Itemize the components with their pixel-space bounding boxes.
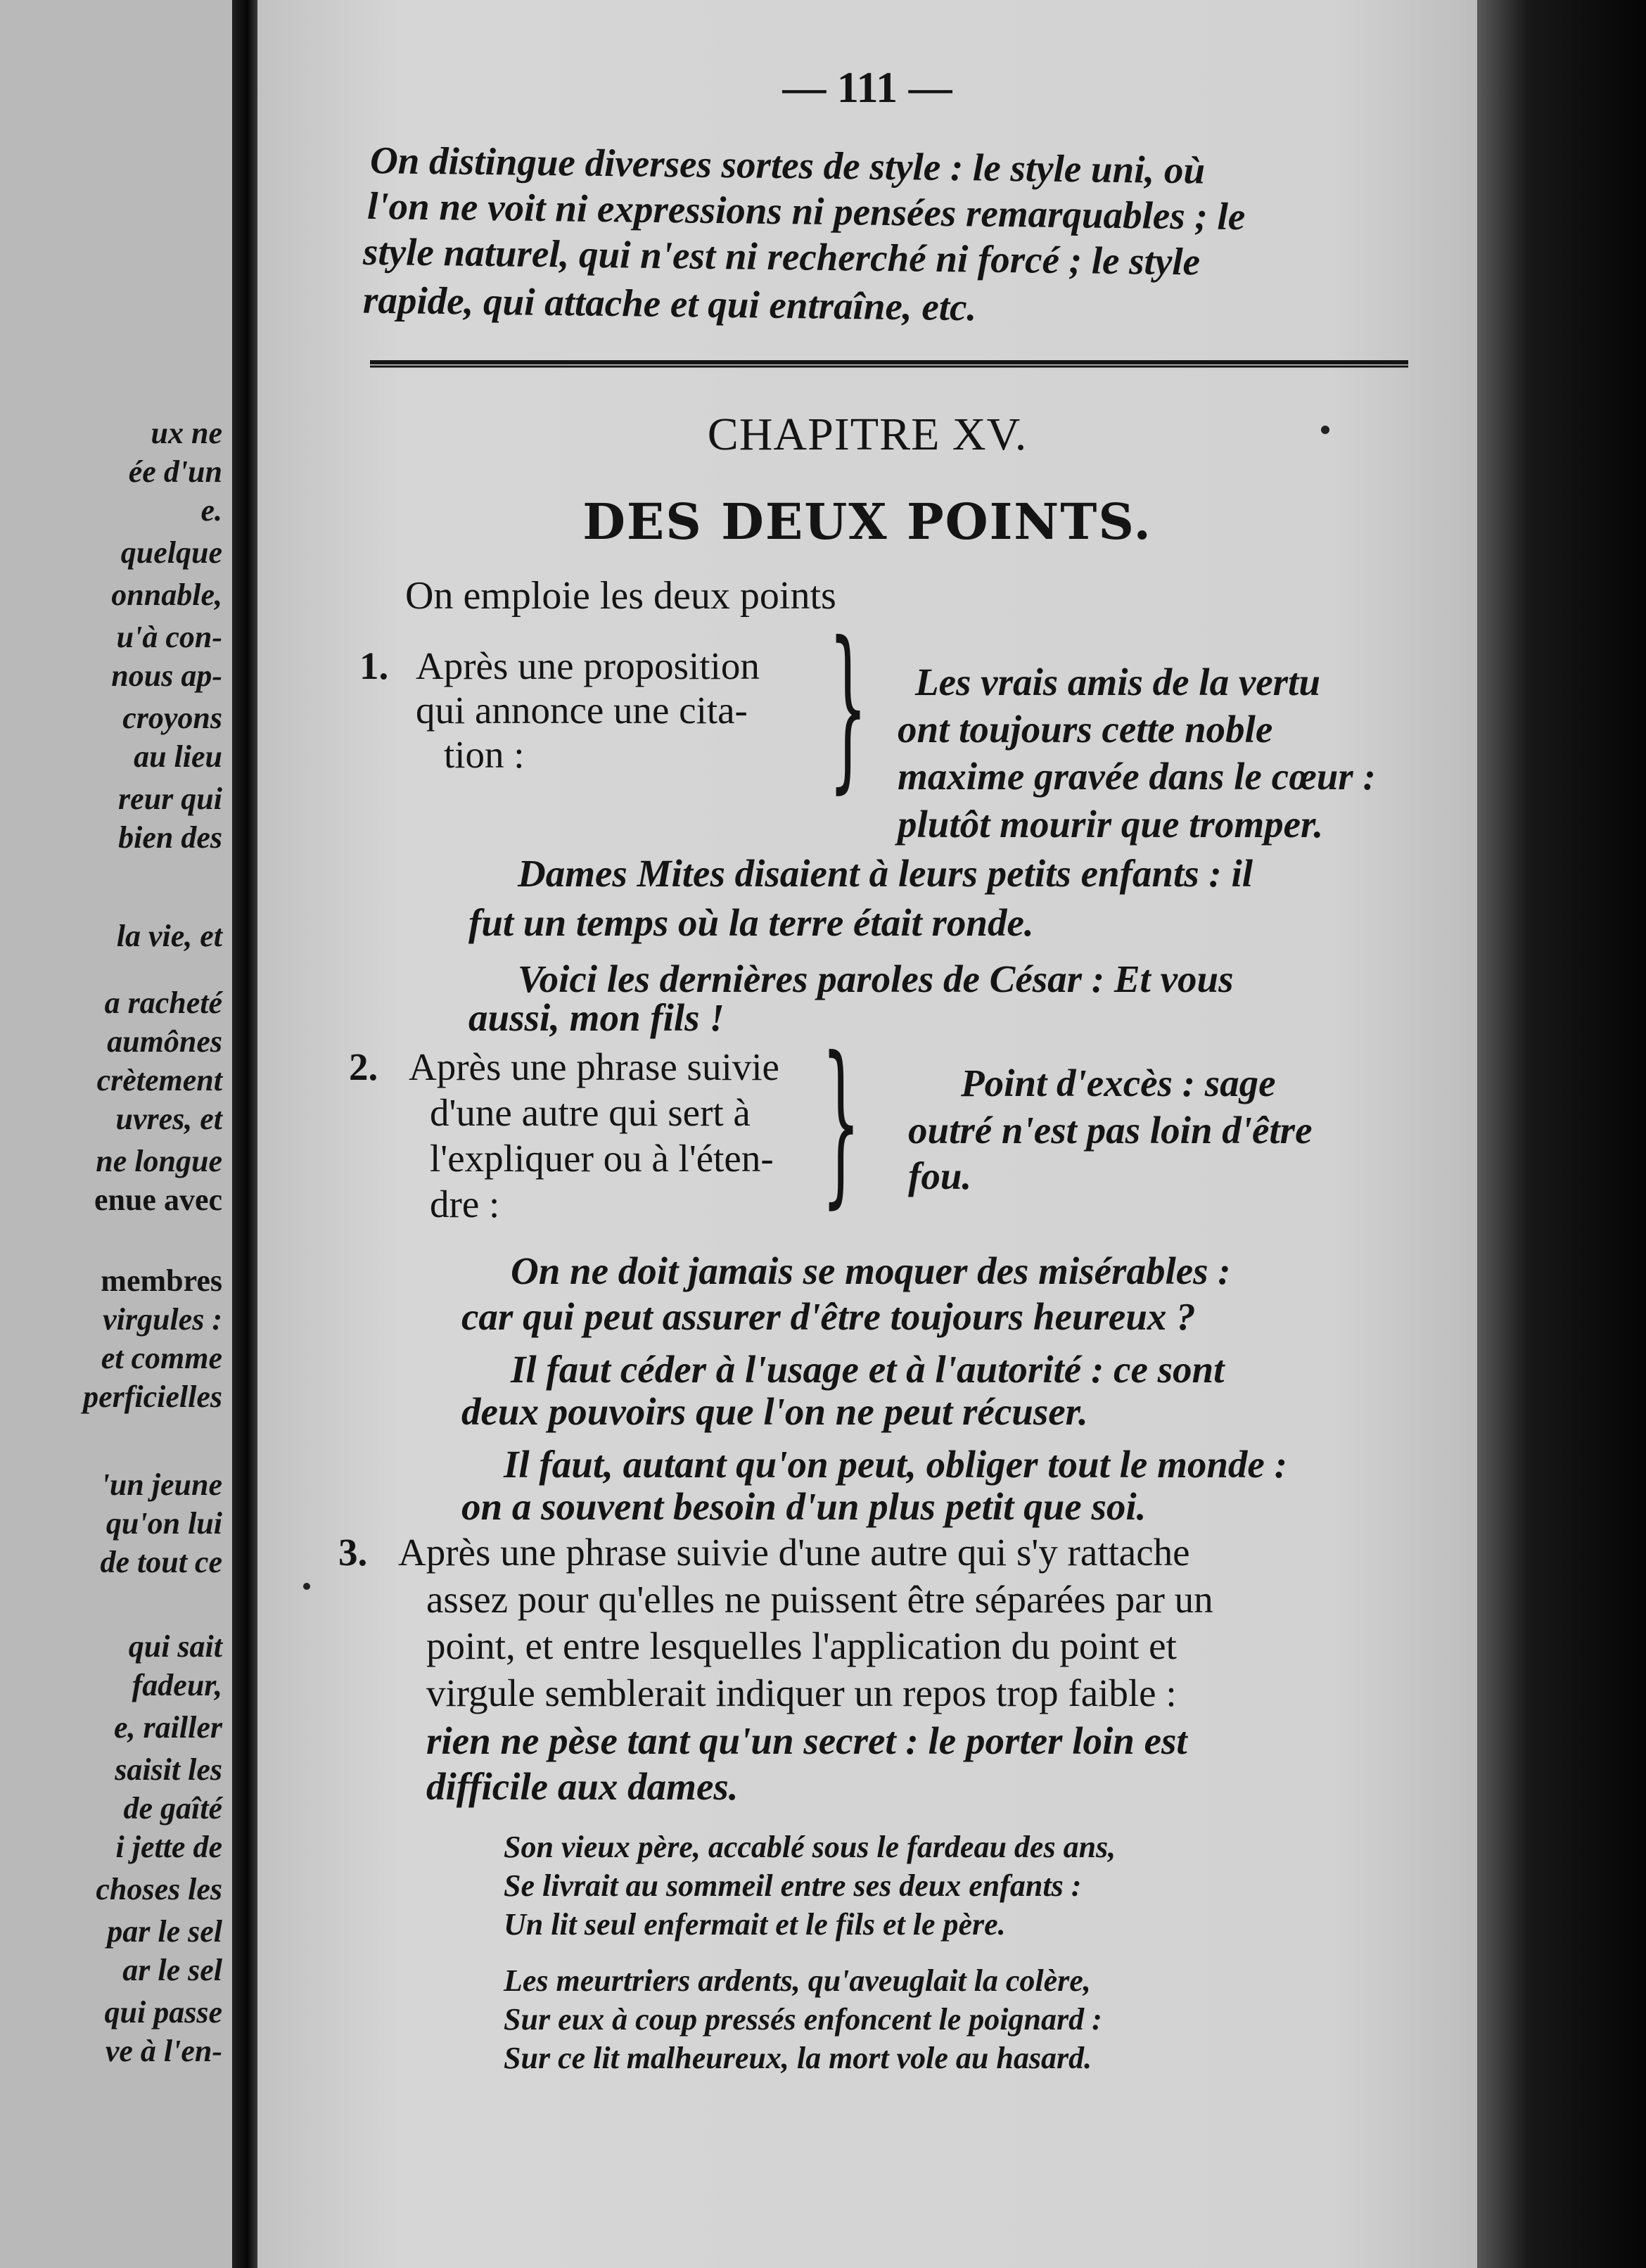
example-line: Dames Mites disaient à leurs petits enfants : il xyxy=(518,852,1253,895)
example-line: difficile aux dames. xyxy=(426,1765,739,1808)
page-edge xyxy=(1477,0,1646,2268)
chapter-title: CHAPITRE XV. xyxy=(707,409,1028,460)
example-line: fut un temps où la terre était ronde. xyxy=(468,901,1034,944)
left-page-text: qui passe xyxy=(104,1995,222,2030)
left-page-text: e. xyxy=(200,493,222,528)
example-line: ont toujours cette noble xyxy=(898,708,1273,751)
rule-number: 3. xyxy=(338,1531,368,1574)
opening-line: rapide, qui attache et qui entraîne, etc. xyxy=(362,278,977,329)
left-page-text: ne longue xyxy=(96,1144,222,1178)
example-line: Les vrais amis de la vertu xyxy=(915,661,1320,703)
example-line: deux pouvoirs que l'on ne peut récuser. xyxy=(461,1390,1088,1433)
chapter-subtitle: DES DEUX POINTS. xyxy=(582,492,1152,551)
example-line: Point d'excès : sage xyxy=(961,1062,1276,1104)
book-page xyxy=(257,0,1477,2268)
rule-line: point, et entre lesquelles l'application du point et xyxy=(426,1624,1177,1667)
left-page-text: reur qui xyxy=(118,782,222,816)
rule-line: virgule semblerait indiquer un repos trop faible : xyxy=(426,1671,1177,1714)
example-line: Voici les dernières paroles de César : Et vous xyxy=(518,957,1234,1000)
verse-line: Les meurtriers ardents, qu'aveuglait la colère, xyxy=(504,1963,1091,1998)
example-line: aussi, mon fils ! xyxy=(468,996,725,1039)
left-page-text: de gaîté xyxy=(123,1791,222,1826)
left-page-text: et comme xyxy=(101,1341,222,1375)
wavy-divider xyxy=(370,348,1411,376)
left-page-text: ux ne xyxy=(151,416,222,450)
left-page-text: virgules : xyxy=(103,1302,222,1337)
rule-line: assez pour qu'elles ne puissent être séparées par un xyxy=(426,1578,1213,1621)
left-page-text: onnable, xyxy=(111,578,222,612)
left-page-text: a racheté xyxy=(104,986,222,1020)
left-page-text: nous ap- xyxy=(111,658,222,693)
left-page-text: perficielles xyxy=(83,1380,222,1414)
example-line: Il faut céder à l'usage et à l'autorité : ce sont xyxy=(511,1348,1225,1391)
left-page-text: ée d'un xyxy=(128,454,222,489)
example-line: rien ne pèse tant qu'un secret : le porter loin est xyxy=(426,1719,1187,1762)
page-number: — 111 — xyxy=(782,64,952,112)
left-page-text: croyons xyxy=(122,701,222,735)
left-page-text: saisit les xyxy=(115,1752,222,1787)
left-page-text: bien des xyxy=(118,820,222,855)
example-line: outré n'est pas loin d'être xyxy=(908,1109,1313,1152)
left-page-fragment xyxy=(0,0,232,2268)
opening-line: style naturel, qui n'est ni recherché ni forcé ; le style xyxy=(362,229,1201,284)
verse-line: Sur eux à coup pressés enfoncent le poignard : xyxy=(504,2002,1102,2037)
left-page-text: choses les xyxy=(96,1872,222,1906)
left-page-text: crètement xyxy=(96,1063,222,1097)
example-line: maxime gravée dans le cœur : xyxy=(898,755,1376,798)
example-line: on a souvent besoin d'un plus petit que soi. xyxy=(461,1485,1147,1528)
rule-line: Après une phrase suivie xyxy=(409,1045,779,1088)
left-page-text: 'un jeune xyxy=(101,1467,222,1502)
ink-speck xyxy=(1321,426,1329,434)
left-page-text: la vie, et xyxy=(116,919,222,953)
rule-line: tion : xyxy=(444,733,525,776)
left-page-text: membres xyxy=(101,1263,222,1298)
left-page-text: enue avec xyxy=(94,1183,222,1217)
book-gutter xyxy=(232,0,257,2268)
rule-line: d'une autre qui sert à xyxy=(430,1091,751,1134)
right-brace: } xyxy=(821,1019,861,1224)
example-line: car qui peut assurer d'être toujours heureux ? xyxy=(461,1295,1196,1338)
example-line: Il faut, autant qu'on peut, obliger tout le monde : xyxy=(504,1443,1287,1486)
left-page-text: ve à l'en- xyxy=(105,2034,222,2068)
left-page-text: u'à con- xyxy=(116,620,222,654)
verse-line: Son vieux père, accablé sous le fardeau des ans, xyxy=(504,1830,1116,1864)
rule-number: 2. xyxy=(349,1045,378,1088)
left-page-text: i jette de xyxy=(115,1830,222,1864)
left-page-text: uvres, et xyxy=(115,1102,222,1136)
rule-line: Après une phrase suivie d'une autre qui s'y rattache xyxy=(398,1531,1190,1574)
left-page-text: e, railler xyxy=(114,1710,222,1745)
right-brace: } xyxy=(828,604,868,809)
example-line: fou. xyxy=(908,1154,972,1197)
left-page-text: de tout ce xyxy=(100,1545,222,1579)
rule-line: Après une proposition xyxy=(416,644,760,687)
left-page-text: ar le sel xyxy=(122,1953,222,1987)
intro-line: On emploie les deux points xyxy=(405,574,836,618)
rule-number: 1. xyxy=(359,644,389,687)
verse-line: Se livrait au sommeil entre ses deux enfants : xyxy=(504,1868,1082,1903)
example-line: On ne doit jamais se moquer des misérables : xyxy=(511,1249,1231,1292)
left-page-text: aumônes xyxy=(107,1024,222,1059)
left-page-text: fadeur, xyxy=(132,1668,222,1702)
example-line: plutôt mourir que tromper. xyxy=(898,803,1324,846)
verse-line: Un lit seul enfermait et le fils et le père. xyxy=(504,1907,1006,1942)
left-page-text: qu'on lui xyxy=(106,1506,222,1541)
ink-speck xyxy=(303,1583,310,1590)
left-page-text: au lieu xyxy=(134,739,222,774)
rule-line: l'expliquer ou à l'éten- xyxy=(430,1137,774,1180)
verse-line: Sur ce lit malheureux, la mort vole au hasard. xyxy=(504,2041,1092,2075)
rule-line: qui annonce une cita- xyxy=(416,689,748,732)
left-page-text: quelque xyxy=(120,535,222,570)
opening-line: l'on ne voit ni expressions ni pensées remarquables ; le xyxy=(366,184,1246,238)
rule-line: dre : xyxy=(430,1183,500,1225)
left-page-text: qui sait xyxy=(128,1629,222,1664)
left-page-text: par le sel xyxy=(107,1914,222,1949)
opening-line: On distingue diverses sortes de style : le style uni, où xyxy=(369,138,1206,192)
